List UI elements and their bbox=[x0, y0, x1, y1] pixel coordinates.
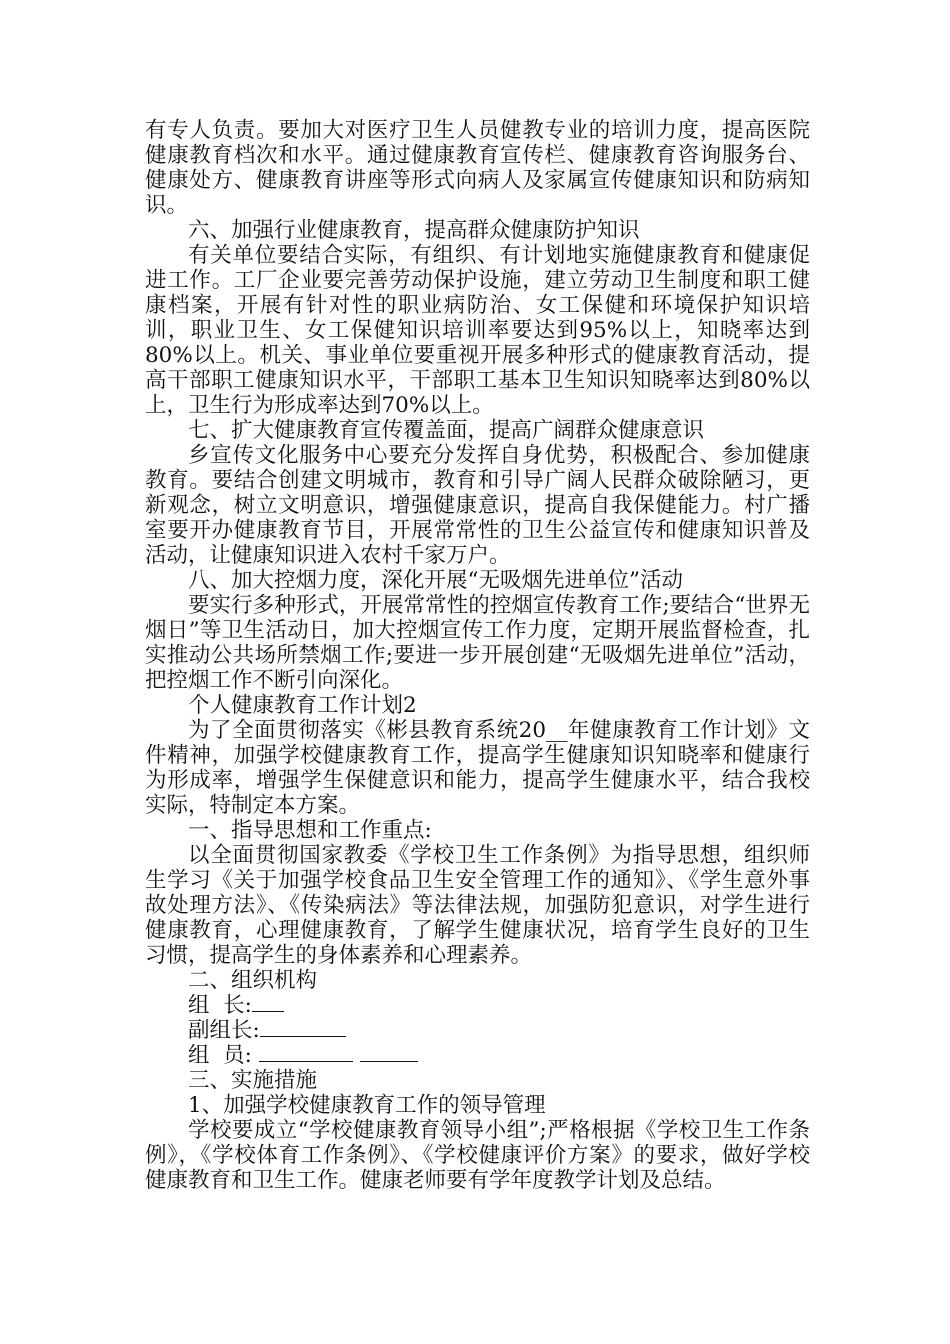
vice-leader-label: 副组长: bbox=[188, 1018, 260, 1043]
member-blank-3 bbox=[360, 1043, 418, 1062]
paragraph-6: 以全面贯彻国家教委《学校卫生工作条例》为指导思想，组织师生学习《关于加强学校食品卫生安全管理工作的通知》、《学生意外事故处理方法》、《传染病法》等法律法规，加强防犯意识，对学生进行健康教育，心理健康教育，了解学生健康状况，培育学生良好的卫生习惯，提高学生的身体素养和心理素养。 bbox=[145, 843, 810, 968]
heading-section-6: 六、加强行业健康教育，提高群众健康防护知识 bbox=[188, 218, 640, 243]
leader-label: 组 长: bbox=[188, 993, 252, 1018]
heading-guiding-ideology: 一、指导思想和工作重点: bbox=[188, 818, 432, 843]
leader-blank bbox=[252, 993, 284, 1012]
paragraph-3: 乡宣传文化服务中心要充分发挥自身优势，积极配合、参加健康教育。要结合创建文明城市，教育和引导广阔人民群众破除陋习，更新观念，树立文明意识，增强健康意识，提高自我保健能力。村广播室要开办健康教育节目，开展常常性的卫生公益宣传和健康知识普及活动，让健康知识进入农村千家万户。 bbox=[145, 443, 810, 568]
paragraph-2: 有关单位要结合实际，有组织、有计划地实施健康教育和健康促进工作。工厂企业要完善劳动保护设施，建立劳动卫生制度和职工健康档案，开展有针对性的职业病防治、女工保健和环境保护知识培训，职业卫生、女工保健知识培训率要达到95%以上，知晓率达到80%以上。机关、事业单位要重视开展多种形式的健康教育活动，提高干部职工健康知识水平，干部职工基本卫生知识知晓率达到80%以上，卫生行为形成率达到70%以上。 bbox=[145, 243, 810, 418]
heading-organization: 二、组织机构 bbox=[188, 968, 318, 993]
vice-leader-line bbox=[145, 1018, 810, 1043]
paragraph-4: 要实行多种形式，开展常常性的控烟宣传教育工作;要结合“世界无烟日”等卫生活动日，加大控烟宣传工作力度，定期开展监督检查，扎实推动公共场所禁烟工作;要进一步开展创建“无吸烟先进单位”活动，把控烟工作不断引向深化。 bbox=[145, 593, 810, 693]
paragraph-1: 有专人负责。要加大对医疗卫生人员健教专业的培训力度，提高医院健康教育档次和水平。通过健康教育宣传栏、健康教育咨询服务台、健康处方、健康教育讲座等形式向病人及家属宣传健康知识和防病知识。 bbox=[145, 118, 810, 218]
heading-section-7: 七、扩大健康教育宣传覆盖面，提高广阔群众健康意识 bbox=[188, 418, 705, 443]
leader-line bbox=[145, 993, 810, 1018]
heading-measure-1: 1、加强学校健康教育工作的领导管理 bbox=[188, 1093, 546, 1118]
plan-2-title: 个人健康教育工作计划2 bbox=[188, 693, 417, 718]
paragraph-7: 学校要成立“学校健康教育领导小组”;严格根据《学校卫生工作条例》，《学校体育工作条例》、《学校健康评价方案》的要求，做好学校健康教育和卫生工作。健康老师要有学年度教学计划及总结。 bbox=[145, 1118, 810, 1193]
heading-section-8: 八、加大控烟力度，深化开展“无吸烟先进单位”活动 bbox=[188, 568, 683, 593]
document-page bbox=[145, 118, 810, 1193]
paragraph-5: 为了全面贯彻落实《彬县教育系统20__年健康教育工作计划》文件精神，加强学校健康教育工作，提高学生健康知识知晓率和健康行为形成率，增强学生保健意识和能力，提高学生健康水平，结合我校实际，特制定本方案。 bbox=[145, 718, 810, 818]
heading-measures: 三、实施措施 bbox=[188, 1068, 318, 1093]
member-blank-1 bbox=[259, 1043, 307, 1062]
vice-leader-blank bbox=[260, 1018, 346, 1037]
member-label: 组 员: bbox=[188, 1043, 252, 1068]
member-blank-2 bbox=[307, 1043, 353, 1062]
member-line bbox=[145, 1043, 810, 1068]
